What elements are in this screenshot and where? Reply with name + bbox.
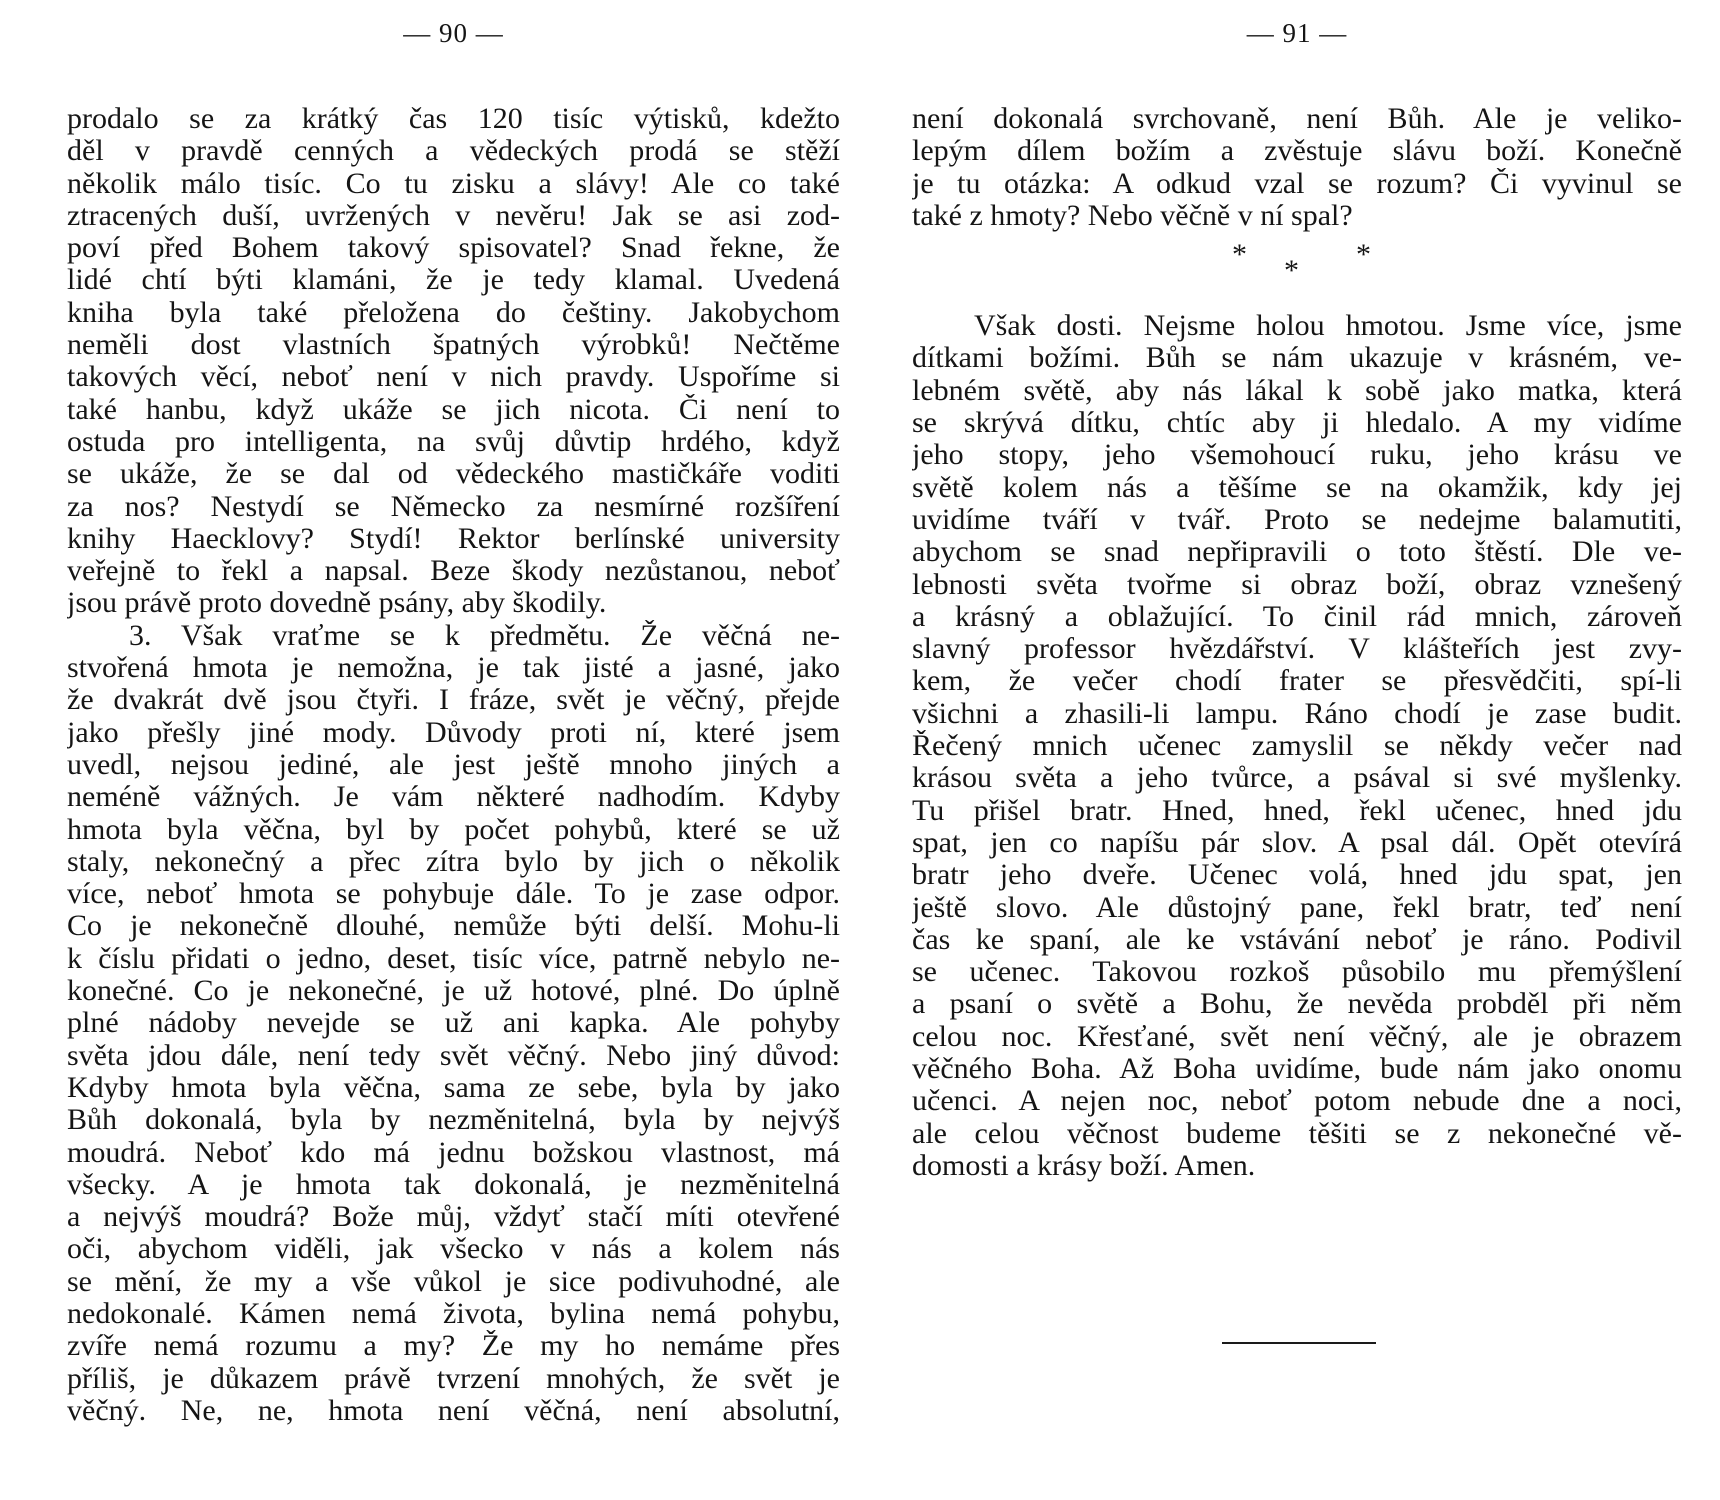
text-line: učenci. A nejen noc, neboť potom nebude dne a noci, — [912, 1085, 1682, 1118]
left-page-text — [67, 103, 840, 1427]
text-line: stvořená hmota je nemožna, je tak jisté a jasné, jako — [67, 652, 840, 685]
text-line: prodalo se za krátký čas 120 tisíc výtisků, kdežto — [67, 103, 840, 135]
text-line: ztracených duší, uvržených v nevěru! Jak se asi zod- — [67, 199, 840, 232]
text-line: se ukáže, že se dal od vědeckého mastičkáře voditi — [67, 458, 840, 491]
asterisk: * — [1356, 238, 1371, 272]
text-line: se skrývá dítku, chtíc aby ji hledalo. A my vidíme — [912, 407, 1682, 440]
text-line: abychom se snad nepřipravili o toto štěstí. Dle ve- — [912, 536, 1682, 569]
text-line: Co je nekonečně dlouhé, nemůže býti delší. Mohu-li — [67, 910, 840, 943]
text-line: kniha byla také přeložena do češtiny. Jakobychom — [67, 296, 840, 329]
text-line: spat, jen co napíšu pár slov. A psal dál. Opět otevírá — [912, 826, 1682, 859]
text-line: se mění, že my a vše vůkol je sice podivuhodné, ale — [67, 1265, 840, 1298]
text-line: nedokonalé. Kámen nemá života, bylina nemá pohybu, — [67, 1297, 840, 1330]
text-line: příliš, je důkazem právě tvrzení mnohých, že svět je — [67, 1362, 840, 1395]
text-line: světě kolem nás a těšíme se na okamžik, kdy jej — [912, 471, 1682, 504]
text-line: ještě slovo. Ale důstojný pane, řekl bratr, teď není — [912, 891, 1682, 924]
text-line: slavný professor hvězdářství. V klášteřích jest zvy- — [912, 633, 1682, 666]
text-line: veřejně to řekl a napsal. Beze škody nezůstanou, neboť — [67, 555, 840, 588]
text-line: ale celou věčnost budeme těšiti se z nekonečné vě- — [912, 1117, 1682, 1150]
text-line: hmota byla věčna, byl by počet pohybů, které se už — [67, 813, 840, 846]
paragraph-end-line: jsou právě proto dovedně psány, aby škodily. — [67, 587, 607, 620]
chapter-end-rule — [1222, 1342, 1376, 1344]
text-line: věčného Boha. Až Boha uvidíme, bude nám jako onomu — [912, 1053, 1682, 1086]
paragraph-end-line: domosti a krásy boží. Amen. — [912, 1149, 1256, 1182]
text-line: k číslu přidati o jedno, deset, tisíc více, patrně nebylo ne- — [67, 942, 840, 975]
paragraph-end-line: také z hmoty? Nebo věčně v ní spal? — [912, 199, 1353, 232]
text-line: neméně vážných. Je vám některé nadhodím. Kdyby — [67, 781, 840, 814]
text-line: není dokonalá svrchovaně, není Bůh. Ale je veliko- — [912, 103, 1682, 135]
asterisk: * — [1284, 254, 1299, 288]
text-line: věčný. Ne, ne, hmota není věčná, není absolutní, — [67, 1394, 840, 1427]
text-line: lebnosti světa tvořme si obraz boží, obraz vznešený — [912, 568, 1682, 601]
text-line: lidé chtí býti klamáni, že je tedy klamal. Uvedená — [67, 264, 840, 297]
text-line: uvidíme tváří v tvář. Proto se nedejme balamutiti, — [912, 503, 1682, 536]
text-line: za nos? Nestydí se Německo za nesmírné rozšíření — [67, 490, 840, 523]
text-line: jako přešly jiné mody. Důvody proti ní, které jsem — [67, 716, 840, 749]
text-line: celou noc. Křesťané, svět není věčný, ale je obrazem — [912, 1020, 1682, 1053]
text-line: a krásný a oblažující. To činil rád mnich, zároveň — [912, 600, 1682, 633]
asterisk: * — [1232, 238, 1247, 272]
text-line: konečné. Co je nekonečné, je už hotové, plné. Do úplně — [67, 975, 840, 1008]
text-line: ostuda pro intelligenta, na svůj důvtip hrdého, když — [67, 425, 840, 458]
text-line: plné nádoby nevejde se už ani kapka. Ale pohyby — [67, 1007, 840, 1040]
text-line: krásou světa a jeho tvůrce, a psával si své myšlenky. — [912, 762, 1682, 795]
section-break-asterisks — [912, 234, 1682, 304]
text-line: je tu otázka: A odkud vzal se rozum? Či vyvinul se — [912, 167, 1682, 200]
paragraph-start-line: 3. Však vraťme se k předmětu. Že věčná ne- — [129, 619, 840, 652]
text-line: Bůh dokonalá, byla by nezměnitelná, byla by nejvýš — [67, 1104, 840, 1137]
text-line: lebném světě, aby nás lákal k sobě jako matka, která — [912, 374, 1682, 407]
text-line: všecky. A je hmota tak dokonalá, je nezměnitelná — [67, 1168, 840, 1201]
text-line: více, neboť hmota se pohybuje dále. To je zase odpor. — [67, 878, 840, 911]
text-line: moudrá. Neboť kdo má jednu božskou vlastnost, má — [67, 1136, 840, 1169]
right-page — [912, 0, 1682, 1500]
text-line: také hanbu, když ukáže se jich nicota. Či není to — [67, 393, 840, 426]
text-line: Tu přišel bratr. Hned, hned, řekl učenec, hned jdu — [912, 794, 1682, 827]
text-line: čas ke spaní, ale ke vstávání neboť je ráno. Podivil — [912, 923, 1682, 956]
text-line: takových věcí, neboť není v nich pravdy. Uspoříme si — [67, 361, 840, 394]
text-line: bratr jeho dveře. Učenec volá, hned jdu spat, jen — [912, 859, 1682, 892]
text-line: a psaní o světě a Bohu, že nevěda probděl při něm — [912, 988, 1682, 1021]
text-line: světa jdou dále, není tedy svět věčný. Nebo jiný důvod: — [67, 1039, 840, 1072]
text-line: několik málo tisíc. Co tu zisku a slávy! Ale co také — [67, 167, 840, 200]
right-page-text — [912, 103, 1682, 1182]
text-line: knihy Haecklovy? Stydí! Rektor berlínské university — [67, 522, 840, 555]
text-line: lepým dílem božím a zvěstuje slávu boží. Konečně — [912, 135, 1682, 168]
left-page — [67, 0, 840, 1500]
text-line: Řečený mnich učenec zamyslil se někdy večer nad — [912, 730, 1682, 763]
text-line: že dvakrát dvě jsou čtyři. I fráze, svět je věčný, přejde — [67, 684, 840, 717]
paragraph-start-line: Však dosti. Nejsme holou hmotou. Jsme více, jsme — [974, 310, 1682, 343]
page-number-right: — 91 — — [1246, 18, 1348, 48]
text-line: staly, nekonečný a přec zítra bylo by jich o několik — [67, 845, 840, 878]
text-line: poví před Bohem takový spisovatel? Snad řekne, že — [67, 232, 840, 265]
text-line: zvíře nemá rozumu a my? Že my ho nemáme přes — [67, 1330, 840, 1363]
text-line: jeho stopy, jeho všemohoucí ruku, jeho krásu ve — [912, 439, 1682, 472]
text-line: všichni a zhasili-li lampu. Ráno chodí je zase budit. — [912, 697, 1682, 730]
text-line: se učenec. Takovou rozkoš působilo mu přemýšlení — [912, 956, 1682, 989]
text-line: dítkami božími. Bůh se nám ukazuje v krásném, ve- — [912, 342, 1682, 375]
text-line: Kdyby hmota byla věčna, sama ze sebe, byla by jako — [67, 1071, 840, 1104]
text-line: uvedl, nejsou jediné, ale jest ještě mnoho jiných a — [67, 748, 840, 781]
page-number-left: — 90 — — [403, 18, 504, 48]
text-line: oči, abychom viděli, jak všecko v nás a kolem nás — [67, 1233, 840, 1266]
text-line: děl v pravdě cenných a vědeckých prodá se stěží — [67, 135, 840, 168]
text-line: kem, že večer chodí frater se přesvědčiti, spí-li — [912, 665, 1682, 698]
text-line: neměli dost vlastních špatných výrobků! Nečtěme — [67, 329, 840, 362]
text-line: a nejvýš moudrá? Bože můj, vždyť stačí míti otevřené — [67, 1201, 840, 1234]
